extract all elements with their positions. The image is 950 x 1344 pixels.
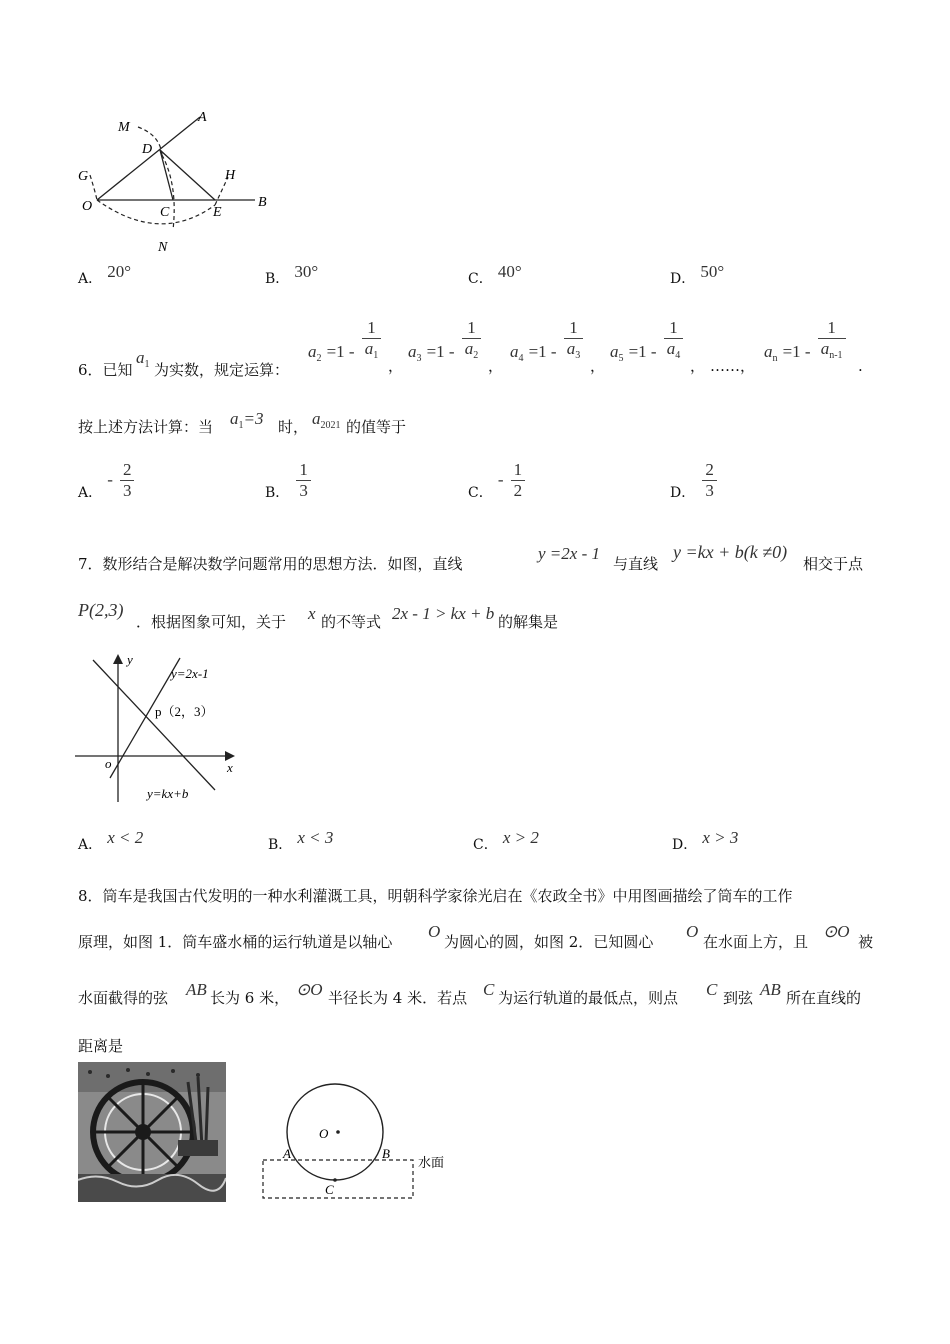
question-7-line2 xyxy=(78,600,678,630)
option-value: 20° xyxy=(107,262,132,281)
option-sign: - xyxy=(107,470,113,489)
q7-option-a[interactable] xyxy=(78,828,144,853)
q8-line3-e: 到弦 xyxy=(723,989,754,1007)
circle-chord-figure xyxy=(255,1072,455,1207)
q6-option-a[interactable] xyxy=(78,460,136,501)
q5-option-a[interactable] xyxy=(78,262,132,288)
q6-intro: 6．已知 xyxy=(78,361,133,379)
option-fraction: $\frac{1}{2}$ xyxy=(511,460,526,501)
comma: ， xyxy=(590,357,606,375)
label-g: G xyxy=(78,169,89,184)
q8-o2: O xyxy=(686,922,699,941)
water-surface-label: 水面 xyxy=(418,1155,445,1170)
label-c: C xyxy=(325,1182,334,1197)
q8-line2-d: 被 xyxy=(858,933,874,951)
q6-line2-c: 的值等于 xyxy=(346,418,407,436)
option-sign: - xyxy=(497,470,504,489)
option-label: C． xyxy=(468,271,493,287)
point-label: p（2，3） xyxy=(155,704,214,719)
q5-option-d[interactable] xyxy=(670,262,725,288)
q6-term-an: $a_n =1$ - $\frac{1}{a_{n-1}}$ xyxy=(764,318,848,366)
y-axis-label: y xyxy=(127,652,133,667)
q8-line3-a: 水面截得的弦 xyxy=(78,989,169,1007)
q7-eq2: y =kx + b(k ≠0) xyxy=(673,542,788,562)
q7-line2-b: 的不等式 xyxy=(321,613,382,631)
option-value: x > 2 xyxy=(502,828,539,847)
line1-label: y=2x-1 xyxy=(171,666,209,681)
question-6-line2 xyxy=(78,405,678,435)
option-label: A． xyxy=(78,485,103,501)
q8-line1: 8．筒车是我国古代发明的一种水利灌溉工具，明朝科学家徐光启在《农政全书》中用图画描绘了筒车的工作 xyxy=(78,887,793,905)
q7-line1-b: 与直线 xyxy=(613,555,659,573)
q6-line2-b: 时， xyxy=(278,418,309,436)
q8-c2: C xyxy=(706,980,718,999)
option-label: A． xyxy=(78,271,103,287)
q5-option-b[interactable] xyxy=(265,262,319,288)
option-fraction: $\frac{1}{3}$ xyxy=(296,460,311,501)
question-8-line3 xyxy=(78,980,898,1010)
q6-intro2: 为实数，规定运算： xyxy=(154,361,290,379)
option-value: 30° xyxy=(294,262,319,281)
origin-label: o xyxy=(105,756,112,771)
q8-line3-f: 所在直线的 xyxy=(786,989,862,1007)
q8-c: C xyxy=(483,980,495,999)
label-b: B xyxy=(382,1146,390,1161)
comma: ， xyxy=(488,357,504,375)
label-h: H xyxy=(225,168,236,183)
q8-line3-c: 半径长为 4 米．若点 xyxy=(328,989,468,1007)
option-label: D． xyxy=(672,837,698,853)
q7-line1-a: 7．数形结合是解决数学问题常用的思想方法．如图，直线 xyxy=(78,555,463,573)
option-label: D． xyxy=(670,485,696,501)
question-7-line1 xyxy=(78,540,878,573)
q6-line2-a: 按上述方法计算：当 xyxy=(78,418,214,436)
q5-option-c[interactable] xyxy=(468,262,522,288)
question-8-line2 xyxy=(78,922,898,952)
q6-term-a5: $a_5 =1$ - $\frac{1}{a_4}$ xyxy=(610,318,685,366)
q7-x: x xyxy=(308,604,316,623)
label-d: D xyxy=(142,142,153,157)
q7-eq1: y =2x - 1 xyxy=(538,544,600,563)
q7-option-d[interactable] xyxy=(672,828,739,853)
q8-ab2: AB xyxy=(760,980,781,999)
q6-option-b[interactable] xyxy=(265,460,313,501)
option-label: C． xyxy=(468,485,493,501)
q8-line3-b: 长为 6 米， xyxy=(210,989,290,1007)
q8-o: O xyxy=(428,922,441,941)
q6-cond: $a_1=3$ xyxy=(230,409,264,431)
comma: ， xyxy=(690,357,706,375)
q7-option-c[interactable] xyxy=(473,828,539,853)
option-label: B． xyxy=(265,485,290,501)
label-o: O xyxy=(82,199,93,214)
label-e: E xyxy=(213,205,222,220)
q7-option-b[interactable] xyxy=(268,828,334,853)
angle-construction-figure xyxy=(70,105,290,260)
option-value: x > 3 xyxy=(702,828,739,847)
option-fraction: $\frac{2}{3}$ xyxy=(120,460,135,501)
label-n: N xyxy=(158,240,168,255)
option-label: A． xyxy=(78,837,103,853)
q8-circle-o2: ⊙O xyxy=(296,980,323,999)
comma: ， xyxy=(388,357,404,375)
q6-option-d[interactable] xyxy=(670,460,719,501)
q8-line2-a: 原理，如图 1．筒车盛水桶的运行轨道是以轴心 xyxy=(78,933,393,951)
question-6-line1 xyxy=(78,318,898,378)
label-o: O xyxy=(319,1126,329,1141)
label-b: B xyxy=(258,195,267,210)
x-axis-label: x xyxy=(227,760,233,775)
option-value: x < 2 xyxy=(107,828,144,847)
option-label: D． xyxy=(670,271,696,287)
linear-functions-graph xyxy=(75,650,245,805)
q8-line2-c: 在水面上方，且 xyxy=(703,933,809,951)
q6-term-a3: $a_3 =1$ - $\frac{1}{a_2}$ xyxy=(408,318,483,366)
q7-point: P(2,3) xyxy=(78,600,124,620)
option-value: 40° xyxy=(497,262,522,281)
q8-line3-d: 为运行轨道的最低点，则点 xyxy=(498,989,679,1007)
line2-label: y=kx+b xyxy=(147,786,189,801)
q8-line2-b: 为圆心的圆，如图 2．已知圆心 xyxy=(444,933,654,951)
q7-line2-a: ．根据图象可知，关于 xyxy=(136,613,287,631)
option-label: C． xyxy=(473,837,498,853)
label-c: C xyxy=(160,205,170,220)
option-value: 50° xyxy=(700,262,725,281)
option-label: B． xyxy=(265,271,290,287)
q7-inequality: 2x - 1 > kx + b xyxy=(392,604,495,623)
water-wheel-illustration xyxy=(78,1062,226,1202)
q6-option-c[interactable] xyxy=(468,460,527,501)
q6-a2021: $a_{2021}$ xyxy=(312,409,341,431)
q6-a1: $a_1$ xyxy=(136,348,150,370)
option-label: B． xyxy=(268,837,293,853)
label-a: A xyxy=(283,1146,291,1161)
option-fraction: $\frac{2}{3}$ xyxy=(702,460,717,501)
q6-term-a4: $a_4 =1$ - $\frac{1}{a_3}$ xyxy=(510,318,585,366)
q6-term-a2: $a_2 =1$ - $\frac{1}{a_1}$ xyxy=(308,318,383,366)
q8-line4: 距离是 xyxy=(78,1037,124,1055)
q8-circle-o: ⊙O xyxy=(823,922,850,941)
label-m: M xyxy=(118,120,130,135)
ellipsis: ……， xyxy=(710,357,756,375)
period: . xyxy=(858,357,863,375)
option-value: x < 3 xyxy=(297,828,334,847)
label-a: A xyxy=(198,110,207,125)
q7-line1-c: 相交于点 xyxy=(803,555,864,573)
q8-ab: AB xyxy=(186,980,207,999)
q7-line2-c: 的解集是 xyxy=(498,613,559,631)
